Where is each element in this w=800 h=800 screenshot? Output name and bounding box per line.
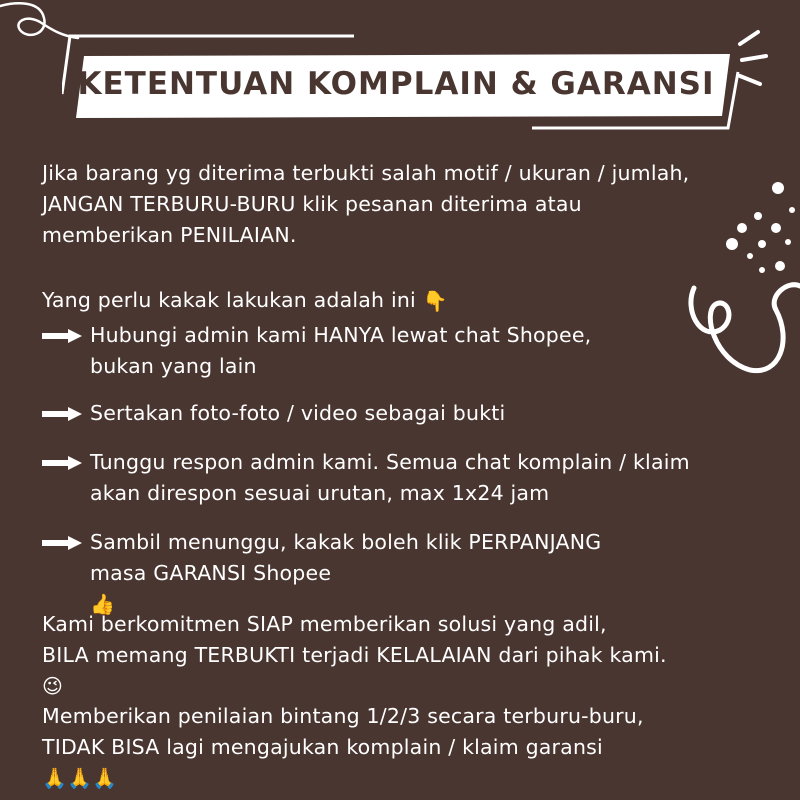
todo-heading-text: Yang perlu kakak lakukan adalah ini bbox=[42, 288, 416, 312]
arrow-right-icon bbox=[42, 456, 82, 470]
step-line: Tunggu respon admin kami. Semua chat komplain / klaim bbox=[90, 450, 690, 474]
commitment-paragraph bbox=[42, 609, 667, 702]
pointing-down-icon: 👇 bbox=[422, 288, 448, 313]
list-item bbox=[42, 447, 690, 509]
step-line: akan direspon sesuai urutan, max 1x24 jam bbox=[90, 481, 550, 505]
arrow-right-icon bbox=[42, 407, 82, 421]
intro-paragraph bbox=[42, 158, 689, 251]
page-title: KETENTUAN KOMPLAIN & GARANSI bbox=[77, 66, 715, 102]
step-line: Sertakan foto-foto / video sebagai bukti bbox=[90, 401, 506, 425]
intro-line: JANGAN TERBURU-BURU klik pesanan diterima atau bbox=[42, 192, 582, 216]
list-item bbox=[42, 398, 505, 429]
warning-line: TIDAK BISA lagi mengajukan komplain / klaim garansi bbox=[42, 735, 603, 759]
arrow-right-icon bbox=[42, 536, 82, 550]
step-line: bukan yang lain bbox=[90, 354, 257, 378]
warning-paragraph bbox=[42, 701, 644, 794]
sparkle-lines-icon bbox=[730, 26, 780, 96]
winking-face-icon: 😉 bbox=[42, 674, 64, 698]
step-line: Hubungi admin kami HANYA lewat chat Shopee, bbox=[90, 323, 592, 347]
warning-line: Memberikan penilaian bintang 1/2/3 secara terburu-buru, bbox=[42, 704, 644, 728]
list-item bbox=[42, 527, 601, 620]
commitment-line: Kami berkomitmen SIAP memberikan solusi yang adil, bbox=[42, 612, 607, 636]
step-line: Sambil menunggu, kakak boleh klik PERPANJANG bbox=[90, 530, 602, 554]
praying-hands-icon: 🙏🙏🙏 bbox=[42, 766, 118, 790]
arrow-right-icon bbox=[42, 329, 82, 343]
thumbs-up-icon: 👍 bbox=[90, 592, 116, 616]
commitment-line: BILA memang TERBUKTI terjadi KELALAIAN dari pihak kami. bbox=[42, 643, 667, 667]
step-line: masa GARANSI Shopee bbox=[90, 561, 332, 585]
dots-swirl-icon bbox=[680, 170, 800, 380]
intro-line: memberikan PENILAIAN. bbox=[42, 223, 297, 247]
todo-heading bbox=[42, 285, 448, 317]
title-banner bbox=[62, 32, 742, 132]
list-item bbox=[42, 320, 591, 382]
intro-line: Jika barang yg diterima terbukti salah motif / ukuran / jumlah, bbox=[42, 161, 690, 185]
